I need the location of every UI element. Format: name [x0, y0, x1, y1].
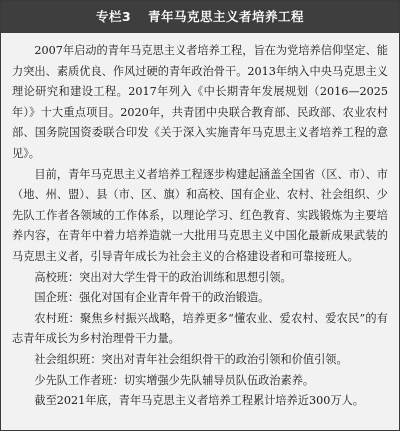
paragraph-rural-class: 农村班：聚焦乡村振兴战略，培养更多“懂农业、爱农村、爱农民”的有志青年成长为乡村治理骨干力量。: [12, 311, 388, 346]
paragraph-university-class: 高校班：突出对大学生骨干的政治训练和思想引领。: [34, 270, 292, 284]
paragraph-current-system: 目前，青年马克思主义者培养工程逐步构建起涵盖全国省（区、市）、市（地、州、盟）、县（市、区、旗）和高校、国有企业、农村、社会组织、少先队工作者各领域的工作体系，以理论学习、红色教育、实践锻炼为主要培养内容，在青年中着力培养造就一大批用马克思主义中国化最新成果武装的马克思主义者，引导青年成长为社会主义的合格建设者和可靠接班人。: [12, 167, 388, 263]
paragraph-social-org-class: 社会组织班：突出对青年社会组织骨干的政治引领和价值引领。: [34, 352, 348, 366]
column-body: [12, 41, 388, 412]
paragraph-young-pioneer-class: 少先队工作者班：切实增强少先队辅导员队伍政治素养。: [34, 373, 315, 387]
column-title: 青年马克思主义者培养工程: [148, 9, 305, 24]
paragraph-soe-class: 国企班：强化对国有企业青年骨干的政治锻造。: [34, 291, 270, 305]
column-header: [1, 1, 399, 33]
paragraph-intro: 2007年启动的青年马克思主义者培养工程，旨在为党培养信仰坚定、能力突出、素质优良、作风过硬的青年政治骨干。2013年纳入中央马克思主义理论研究和建设工程。2017年列入《中长期青年发展规划（2016—2025年）》十大重点项目。2020年，共青团中央联合教育部、民政部、农业农村部、国务院国资委联合印发《关于深入实施青年马克思主义者培养工程的意见》。: [12, 44, 388, 160]
column-tag: 专栏3: [95, 9, 132, 24]
paragraph-total: 截至2021年底，青年马克思主义者培养工程累计培养近300万人。: [34, 394, 364, 408]
